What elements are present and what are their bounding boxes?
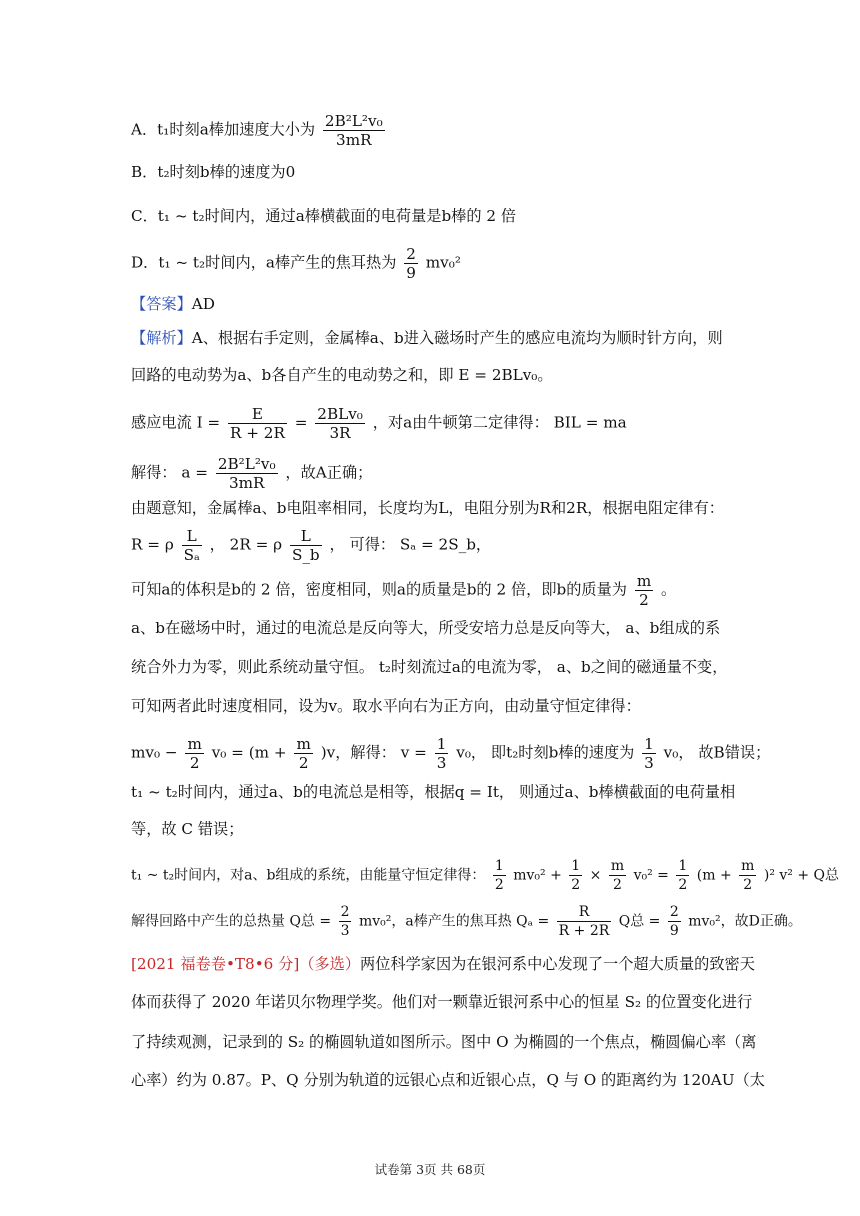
text: )v，解得： v = bbox=[320, 743, 427, 762]
question-line-3: 了持续观测，记录到的 S₂ 的椭圆轨道如图所示。图中 O 为椭圆的一个焦点，椭圆偏心率（离 bbox=[131, 1033, 757, 1051]
page-footer: 试卷第 3页 共 68页 bbox=[374, 1162, 486, 1177]
fraction-numerator: 2B²L²v₀ bbox=[217, 455, 276, 473]
text: ， 可得： Sₐ = 2S_b， bbox=[329, 535, 492, 554]
answer-tag: 【答案】 bbox=[131, 295, 192, 313]
option-a-fraction bbox=[323, 112, 385, 149]
text: ，故A正确； bbox=[285, 463, 373, 482]
text: = bbox=[294, 413, 308, 432]
analysis-line-4 bbox=[131, 455, 372, 492]
option-a bbox=[131, 112, 388, 149]
fraction-denominator: 3 bbox=[436, 754, 447, 772]
answer-value: AD bbox=[191, 295, 215, 313]
fraction bbox=[182, 527, 202, 564]
analysis-line-13: 等，故 C 错误； bbox=[131, 820, 244, 838]
question-line-1 bbox=[131, 953, 755, 975]
text: 解得： a = bbox=[131, 463, 208, 482]
text: mv₀² + bbox=[513, 867, 562, 884]
fraction-denominator: R + 2R bbox=[229, 424, 285, 442]
fraction-numerator: R bbox=[557, 903, 612, 922]
option-c: C．t₁ ~ t₂时间内，通过a棒横截面的电荷量是b棒的 2 倍 bbox=[131, 207, 517, 225]
analysis-text: A、根据右手定则，金属棒a、b进入磁场时产生的感应电流均为顺时针方向，则 bbox=[191, 329, 723, 347]
text: v₀， 故B错误； bbox=[663, 743, 771, 762]
text: (m + bbox=[696, 867, 732, 884]
text: v₀ = (m + bbox=[211, 743, 287, 762]
text: v₀， 即t₂时刻b棒的速度为 bbox=[456, 743, 635, 762]
fraction-denominator: 3R bbox=[329, 424, 351, 442]
fraction-denominator: 9 bbox=[669, 923, 679, 939]
text: ， 2R = ρ bbox=[209, 535, 283, 554]
fraction-denominator: 2 bbox=[189, 754, 200, 772]
fraction-denominator: 2 bbox=[571, 877, 581, 893]
fraction-numerator: 1 bbox=[494, 858, 504, 874]
fraction-numerator: L bbox=[290, 527, 322, 546]
fraction bbox=[315, 405, 365, 442]
option-d bbox=[131, 245, 461, 282]
analysis-line-11 bbox=[131, 735, 770, 772]
fraction bbox=[739, 857, 756, 894]
fraction bbox=[557, 903, 612, 940]
fraction bbox=[185, 735, 203, 772]
fraction-numerator: 2BLv₀ bbox=[317, 405, 363, 423]
analysis-line-15 bbox=[131, 903, 802, 940]
fraction-numerator: m bbox=[636, 572, 652, 590]
fraction bbox=[493, 857, 506, 894]
text: v₀² = bbox=[633, 867, 669, 884]
analysis-line-3 bbox=[131, 405, 627, 442]
text: mv₀²，a棒产生的焦耳热 Qₐ = bbox=[358, 913, 550, 930]
fraction-numerator: E bbox=[228, 405, 287, 424]
fraction bbox=[216, 455, 278, 492]
text: )² v² + Q总 bbox=[763, 867, 840, 884]
text: × bbox=[589, 867, 602, 884]
fraction-denominator: 3 bbox=[644, 754, 654, 772]
fraction-denominator: R + 2R bbox=[558, 923, 610, 939]
fraction-denominator: 9 bbox=[406, 264, 416, 282]
fraction-numerator: 2 bbox=[406, 245, 416, 263]
analysis-line-12: t₁ ~ t₂时间内，通过a、b的电流总是相等，根据q = It， 则通过a、b棒横截面的电荷量相 bbox=[131, 783, 736, 801]
analysis-line-2: 回路的电动势为a、b各自产生的电动势之和，即 E = 2BLv₀。 bbox=[131, 366, 553, 384]
fraction-numerator: 2 bbox=[669, 904, 679, 920]
fraction-denominator: Sₐ bbox=[183, 546, 200, 564]
analysis-tag: 【解析】 bbox=[131, 329, 192, 347]
text: 感应电流 I = bbox=[131, 413, 221, 432]
analysis-line-5: 由题意知，金属棒a、b电阻率相同，长度均为L，电阻分别为R和2R，根据电阻定律有： bbox=[131, 499, 724, 517]
fraction-numerator: 1 bbox=[644, 735, 654, 753]
option-b: B．t₂时刻b棒的速度为0 bbox=[131, 163, 296, 181]
fraction bbox=[676, 857, 689, 894]
question-line-4: 心率）约为 0.87。P、Q 分别为轨道的远银心点和近银心点，Q 与 O 的距离约为 120AU（太 bbox=[131, 1071, 765, 1089]
fraction-denominator: 2 bbox=[678, 877, 688, 893]
fraction bbox=[435, 735, 449, 772]
text: 可知a的体积是b的 2 倍，密度相同，则a的质量是b的 2 倍，即b的质量为 bbox=[131, 580, 627, 599]
fraction-denominator: 2 bbox=[298, 754, 309, 772]
fraction-numerator: 1 bbox=[678, 858, 688, 874]
text: Q总 = bbox=[618, 913, 661, 930]
fraction-numerator: 1 bbox=[436, 735, 447, 753]
fraction-denominator: 2 bbox=[494, 877, 504, 893]
fraction-numerator: L bbox=[182, 527, 202, 546]
text: ，对a由牛顿第二定律得： BIL = ma bbox=[372, 413, 627, 432]
text: 。 bbox=[661, 580, 677, 599]
analysis-line-7 bbox=[131, 572, 676, 609]
answer-line bbox=[131, 293, 215, 315]
fraction bbox=[642, 735, 656, 772]
fraction-denominator: 2 bbox=[639, 591, 649, 609]
fraction bbox=[294, 735, 312, 772]
fraction bbox=[668, 903, 681, 940]
fraction-numerator: m bbox=[296, 735, 311, 753]
fraction-numerator: 2B²L²v₀ bbox=[324, 112, 383, 130]
text: mv₀²，故D正确。 bbox=[688, 913, 802, 930]
text: t₁ ~ t₂时间内，对a、b组成的系统，由能量守恒定律得： bbox=[131, 867, 486, 884]
fraction-numerator: 2 bbox=[340, 904, 350, 920]
option-a-text: A．t₁时刻a棒加速度大小为 bbox=[131, 120, 316, 139]
text: 解得回路中产生的总热量 Q总 = bbox=[131, 913, 332, 930]
text: mv₀ − bbox=[131, 743, 178, 762]
analysis-line-6 bbox=[131, 527, 491, 564]
option-d-fraction bbox=[404, 245, 418, 282]
fraction-numerator: 1 bbox=[571, 858, 581, 874]
fraction-denominator: 2 bbox=[743, 877, 753, 893]
fraction-numerator: m bbox=[741, 858, 755, 874]
analysis-line-8: a、b在磁场中时，通过的电流总是反向等大，所受安培力总是反向等大， a、b组成的系 bbox=[131, 619, 721, 637]
question-source: [2021 福卷卷•T8•6 分]（多选） bbox=[131, 955, 361, 973]
fraction-denominator: 3mR bbox=[228, 474, 265, 492]
option-d-text: D．t₁ ~ t₂时间内，a棒产生的焦耳热为 bbox=[131, 253, 397, 272]
analysis-line-1 bbox=[131, 327, 723, 349]
fraction-denominator: 3mR bbox=[336, 131, 372, 149]
fraction bbox=[569, 857, 582, 894]
fraction-denominator: 2 bbox=[613, 877, 622, 893]
question-line-2: 体而获得了 2020 年诺贝尔物理学奖。他们对一颗靠近银河系中心的恒星 S₂ 的位置变化进行 bbox=[131, 993, 753, 1011]
fraction-numerator: m bbox=[187, 735, 202, 753]
text: R = ρ bbox=[131, 535, 174, 554]
fraction-numerator: m bbox=[610, 858, 625, 874]
fraction bbox=[609, 857, 626, 894]
fraction bbox=[290, 527, 322, 564]
option-d-tail: mv₀² bbox=[425, 253, 461, 272]
question-text: 两位科学家因为在银河系中心发现了一个超大质量的致密天 bbox=[360, 955, 755, 973]
analysis-line-9: 统合外力为零，则此系统动量守恒。 t₂时刻流过a的电流为零， a、b之间的磁通量不变， bbox=[131, 658, 728, 676]
analysis-line-10: 可知两者此时速度相同，设为v。取水平向右为正方向，由动量守恒定律得： bbox=[131, 697, 641, 715]
fraction bbox=[228, 405, 287, 442]
fraction-denominator: 3 bbox=[340, 923, 350, 939]
analysis-line-14 bbox=[131, 857, 839, 894]
fraction bbox=[635, 572, 653, 609]
fraction-denominator: S_b bbox=[291, 546, 320, 564]
fraction bbox=[339, 903, 352, 940]
